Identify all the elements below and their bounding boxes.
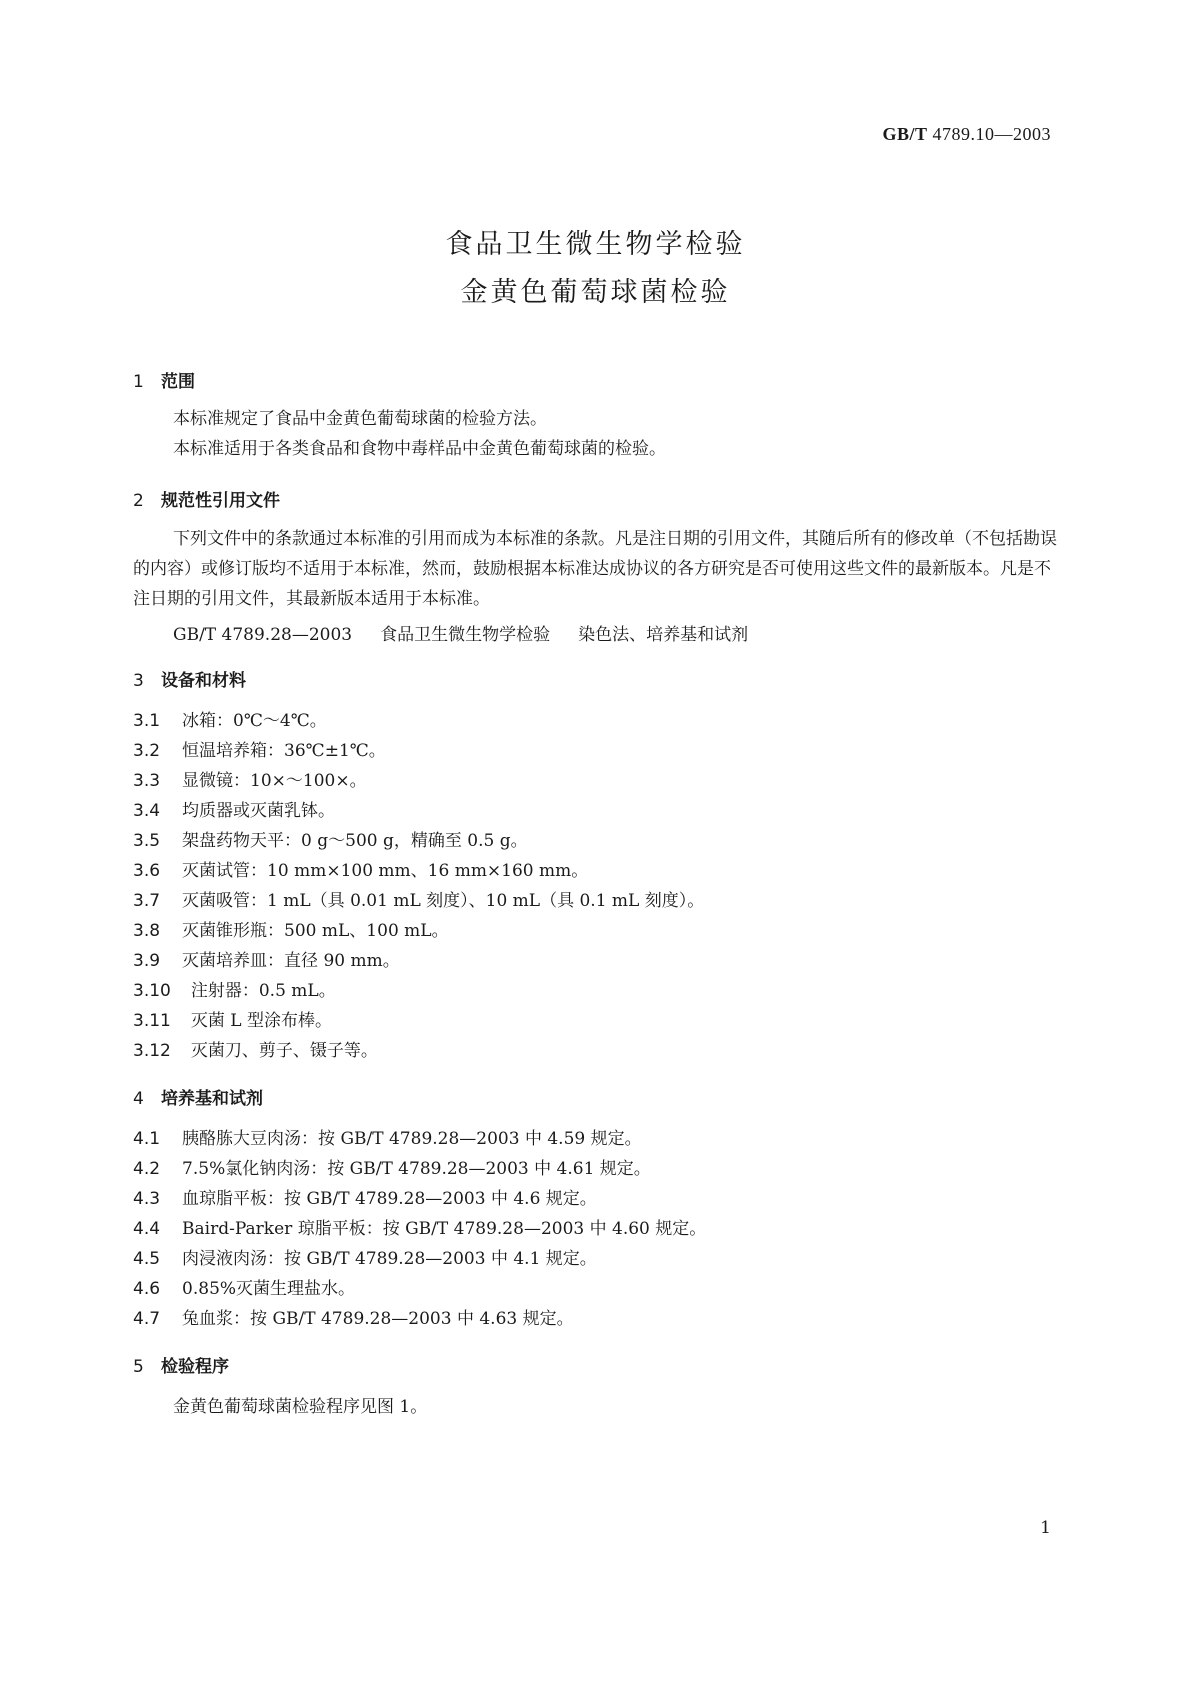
item-text: 均质器或灭菌乳钵。 xyxy=(182,801,336,821)
section-2-paragraph: 下列文件中的条款通过本标准的引用而成为本标准的条款。凡是注日期的引用文件，其随后所有的修改单（不包括勘误的内容）或修订版均不适用于本标准，然而，鼓励根据本标准达成协议的各方研究是否可使用这些文件的最新版本。凡是不注日期的引用文件，其最新版本适用于本标准。 xyxy=(133,529,1057,609)
item-number: 3.5 xyxy=(133,831,161,851)
document-title-line2: 金黄色葡萄球菌检验 xyxy=(460,277,731,308)
list-item xyxy=(133,976,336,1001)
item-text: 冰箱：0℃～4℃。 xyxy=(182,711,327,731)
item-text: 0.85%灭菌生理盐水。 xyxy=(182,1279,356,1299)
document-title-line1: 食品卫生微生物学检验 xyxy=(445,229,746,260)
list-item xyxy=(133,1304,574,1329)
list-item xyxy=(133,766,367,791)
list-item xyxy=(133,706,327,731)
page-number: 1 xyxy=(1040,1518,1051,1538)
item-number: 3.1 xyxy=(133,711,161,731)
list-item xyxy=(133,1006,332,1031)
item-text: 7.5%氯化钠肉汤：按 GB/T 4789.28—2003 中 4.61 规定。 xyxy=(182,1159,651,1179)
list-item xyxy=(133,916,449,941)
list-item xyxy=(133,1274,355,1299)
list-item xyxy=(133,1214,706,1239)
item-text: 肉浸液肉汤：按 GB/T 4789.28—2003 中 4.1 规定。 xyxy=(182,1249,597,1269)
item-text: 灭菌锥形瓶：500 mL、100 mL。 xyxy=(182,921,449,941)
item-number: 3.11 xyxy=(133,1011,171,1031)
item-number: 3.6 xyxy=(133,861,161,881)
item-number: 4.5 xyxy=(133,1249,161,1269)
item-text: 灭菌 L 型涂布棒。 xyxy=(190,1011,332,1031)
item-number: 4.6 xyxy=(133,1279,161,1299)
standard-code-number: 4789.10—2003 xyxy=(927,124,1051,144)
section-1-heading xyxy=(133,367,195,392)
section-title: 设备和材料 xyxy=(161,671,246,691)
section-2-heading xyxy=(133,486,280,511)
normative-reference xyxy=(173,620,776,645)
standard-code xyxy=(882,124,1051,145)
standard-code-prefix: GB/T xyxy=(882,124,928,144)
item-text: 灭菌吸管：1 mL（具 0.01 mL 刻度）、10 mL（具 0.1 mL 刻度）。 xyxy=(182,891,705,911)
reference-subtitle: 染色法、培养基和试剂 xyxy=(578,625,749,645)
section-5-heading xyxy=(133,1352,229,1377)
list-item xyxy=(133,1244,597,1269)
list-item xyxy=(133,736,386,761)
section-number: 2 xyxy=(133,491,144,511)
item-text: 胰酪胨大豆肉汤：按 GB/T 4789.28—2003 中 4.59 规定。 xyxy=(182,1129,642,1149)
list-item xyxy=(133,1184,597,1209)
section-5-paragraph: 金黄色葡萄球菌检验程序见图 1。 xyxy=(173,1397,428,1417)
list-item xyxy=(133,856,588,881)
item-number: 3.7 xyxy=(133,891,161,911)
list-item xyxy=(133,1124,642,1149)
list-item xyxy=(133,826,528,851)
item-number: 3.8 xyxy=(133,921,161,941)
list-item xyxy=(133,1036,378,1061)
item-text: Baird-Parker 琼脂平板：按 GB/T 4789.28—2003 中 4.60 规定。 xyxy=(182,1219,707,1239)
item-number: 3.10 xyxy=(133,981,171,1001)
list-item xyxy=(133,886,704,911)
item-text: 注射器：0.5 mL。 xyxy=(190,981,336,1001)
list-item xyxy=(133,1154,651,1179)
item-number: 4.3 xyxy=(133,1189,161,1209)
reference-code: GB/T 4789.28—2003 xyxy=(173,625,353,645)
list-item xyxy=(133,796,335,821)
item-text: 恒温培养箱：36℃±1℃。 xyxy=(182,741,386,761)
item-number: 3.12 xyxy=(133,1041,171,1061)
item-text: 灭菌试管：10 mm×100 mm、16 mm×160 mm。 xyxy=(182,861,589,881)
item-number: 3.3 xyxy=(133,771,161,791)
item-text: 兔血浆：按 GB/T 4789.28—2003 中 4.63 规定。 xyxy=(182,1309,574,1329)
item-number: 4.4 xyxy=(133,1219,161,1239)
item-text: 显微镜：10×～100×。 xyxy=(182,771,367,791)
section-1-paragraph-2: 本标准适用于各类食品和食物中毒样品中金黄色葡萄球菌的检验。 xyxy=(173,439,666,459)
list-item xyxy=(133,946,400,971)
section-3-heading xyxy=(133,666,246,691)
section-number: 5 xyxy=(133,1357,144,1377)
section-title: 检验程序 xyxy=(161,1357,229,1377)
item-text: 灭菌培养皿：直径 90 mm。 xyxy=(182,951,400,971)
section-4-heading xyxy=(133,1084,263,1109)
item-number: 3.9 xyxy=(133,951,161,971)
reference-title: 食品卫生微生物学检验 xyxy=(380,625,551,645)
item-text: 血琼脂平板：按 GB/T 4789.28—2003 中 4.6 规定。 xyxy=(182,1189,597,1209)
section-title: 范围 xyxy=(161,372,195,392)
item-text: 灭菌刀、剪子、镊子等。 xyxy=(190,1041,378,1061)
item-text: 架盘药物天平：0 g～500 g，精确至 0.5 g。 xyxy=(182,831,528,851)
item-number: 3.4 xyxy=(133,801,161,821)
section-title: 规范性引用文件 xyxy=(161,491,280,511)
section-number: 4 xyxy=(133,1089,144,1109)
item-number: 3.2 xyxy=(133,741,161,761)
section-number: 3 xyxy=(133,671,144,691)
section-title: 培养基和试剂 xyxy=(161,1089,263,1109)
item-number: 4.1 xyxy=(133,1129,161,1149)
section-1-paragraph-1: 本标准规定了食品中金黄色葡萄球菌的检验方法。 xyxy=(173,409,547,429)
item-number: 4.7 xyxy=(133,1309,161,1329)
item-number: 4.2 xyxy=(133,1159,161,1179)
section-number: 1 xyxy=(133,372,144,392)
